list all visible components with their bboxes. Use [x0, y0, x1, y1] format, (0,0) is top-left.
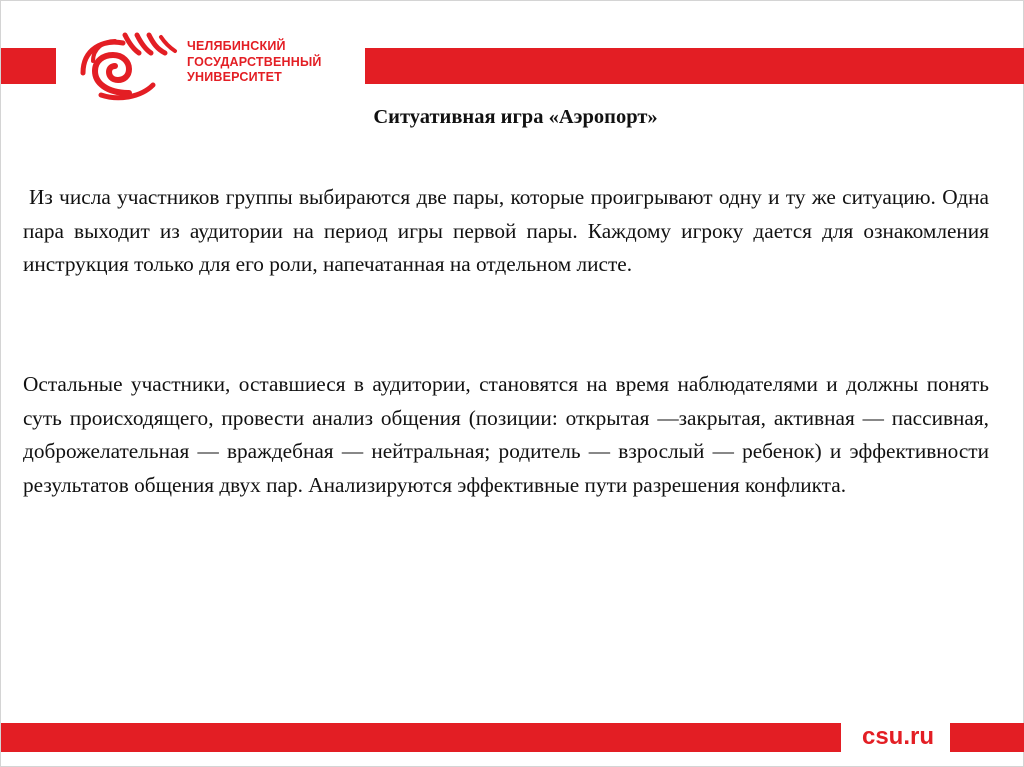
slide-title: Ситуативная игра «Аэропорт»	[373, 106, 658, 128]
university-name-line-1: ЧЕЛЯБИНСКИЙ	[187, 39, 286, 53]
footer-site-link[interactable]: csu.ru	[861, 723, 935, 750]
university-logo-icon	[79, 31, 179, 103]
paragraph-2: Остальные участники, оставшиеся в аудитории, становятся на время наблюдателями и должны понять суть происходящего, провести анализ общения (позиции: открытая —закрытая, активная — пассивная, доброжелательная — враждебная — нейтральная; родитель — взрослый — ребенок) и эффективности результатов общения двух пар. Анализируются эффективные пути разрешения конфликта.	[23, 372, 989, 497]
footer-bar-right	[950, 723, 1024, 752]
footer-bar-left	[1, 723, 841, 752]
university-name-line-3: УНИВЕРСИТЕТ	[187, 70, 282, 84]
university-name-line-2: ГОСУДАРСТВЕННЫЙ	[187, 54, 322, 69]
header-bar-left	[1, 48, 56, 84]
header-bar-right	[365, 48, 1024, 84]
university-name	[187, 39, 322, 86]
paragraph-1: Из числа участников группы выбираются две пары, которые проигрывают одну и ту же ситуацию. Одна пара выходит из аудитории на период игры первой пары. Каждому игроку дается для ознакомления инструкция только для его роли, напечатанная на отдельном листе.	[23, 185, 989, 276]
